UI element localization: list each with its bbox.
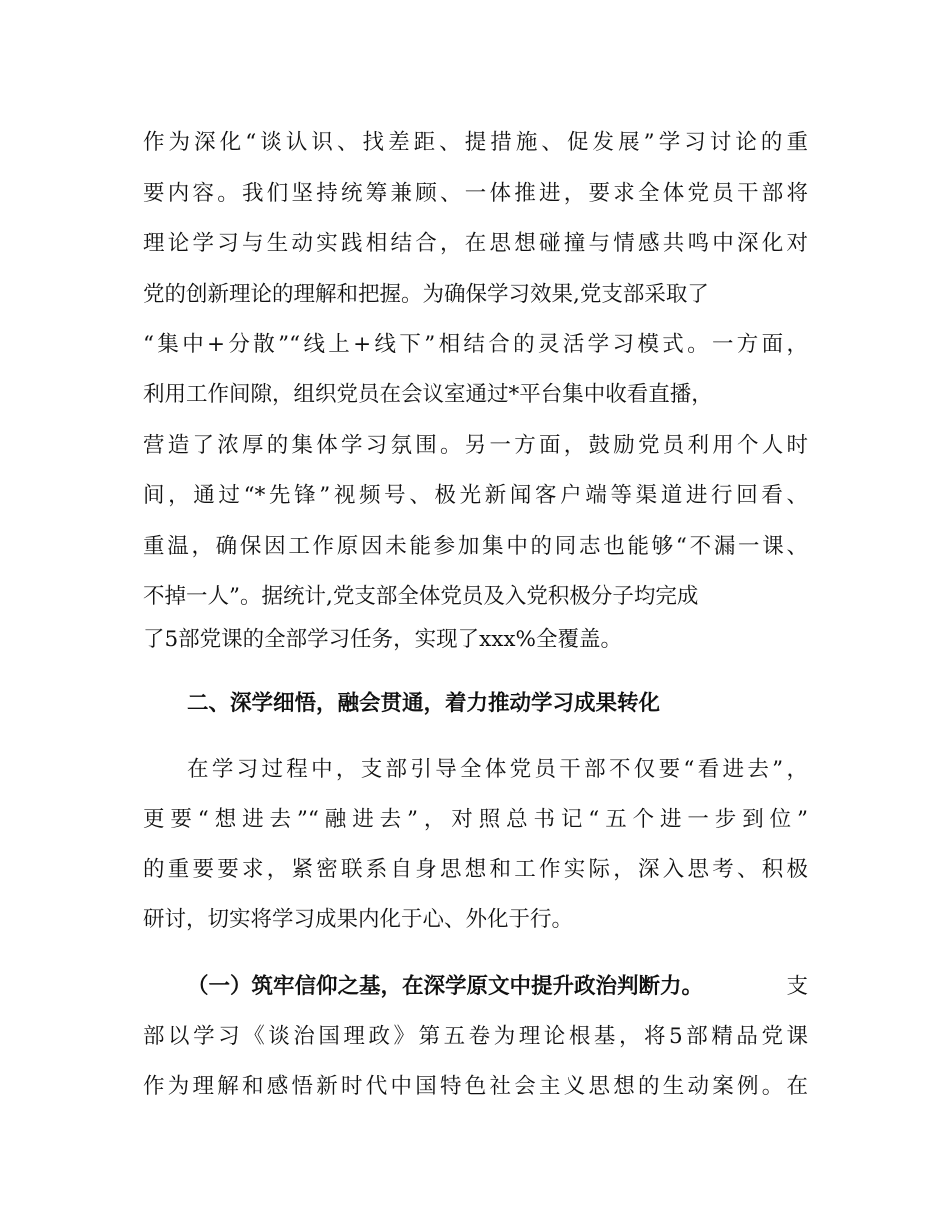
text-line: 理论学习与生动实践相结合，在思想碰撞与情感共鸣中深化对 bbox=[143, 231, 808, 256]
text-line bbox=[187, 972, 808, 1002]
text-line: 要内容。我们坚持统筹兼顾、一体推进，要求全体党员干部将 bbox=[143, 181, 808, 206]
subsection-heading: （一）筑牢信仰之基，在深学原文中提升政治判断力。 bbox=[187, 974, 704, 999]
text-run: 支 bbox=[786, 974, 808, 999]
text-line: 党的创新理论的理解和把握。为确保学习效果,党支部采取了 bbox=[143, 282, 709, 307]
text-line: 重温，确保因工作原因未能参加集中的同志也能够“不漏一课、 bbox=[143, 534, 808, 559]
text-line: 作为深化“谈认识、找差距、提措施、促发展”学习讨论的重 bbox=[143, 130, 808, 155]
text-line: 部以学习《谈治国理政》第五卷为理论根基，将5部精品党课 bbox=[143, 1024, 808, 1049]
text-line: 在学习过程中，支部引导全体党员干部不仅要“看进去”， bbox=[187, 757, 808, 782]
text-line: 更要“想进去”“融进去”，对照总书记“五个进一步到位” bbox=[143, 807, 808, 832]
text-line: 作为理解和感悟新时代中国特色社会主义思想的生动案例。在 bbox=[143, 1074, 808, 1099]
text-line: 营造了浓厚的集体学习氛围。另一方面，鼓励党员利用个人时 bbox=[143, 433, 808, 458]
text-line: 利用工作间隙，组织党员在会议室通过*平台集中收看直播， bbox=[143, 382, 713, 407]
text-line: 了5部党课的全部学习任务，实现了xxx%全覆盖。 bbox=[143, 627, 622, 652]
text-line: “集中+分散”“线上+线下”相结合的灵活学习模式。一方面， bbox=[143, 332, 808, 357]
section-heading: 二、深学细悟，融会贯通，着力推动学习成果转化 bbox=[187, 691, 661, 716]
text-line: 间，通过“*先锋”视频号、极光新闻客户端等渠道进行回看、 bbox=[143, 483, 808, 508]
text-line: 的重要要求，紧密联系自身思想和工作实际，深入思考、积极 bbox=[143, 857, 808, 882]
text-line: 不掉一人”。据统计,党支部全体党员及入党积极分子均完成 bbox=[143, 584, 699, 609]
text-line: 研讨，切实将学习成果内化于心、外化于行。 bbox=[143, 907, 574, 932]
